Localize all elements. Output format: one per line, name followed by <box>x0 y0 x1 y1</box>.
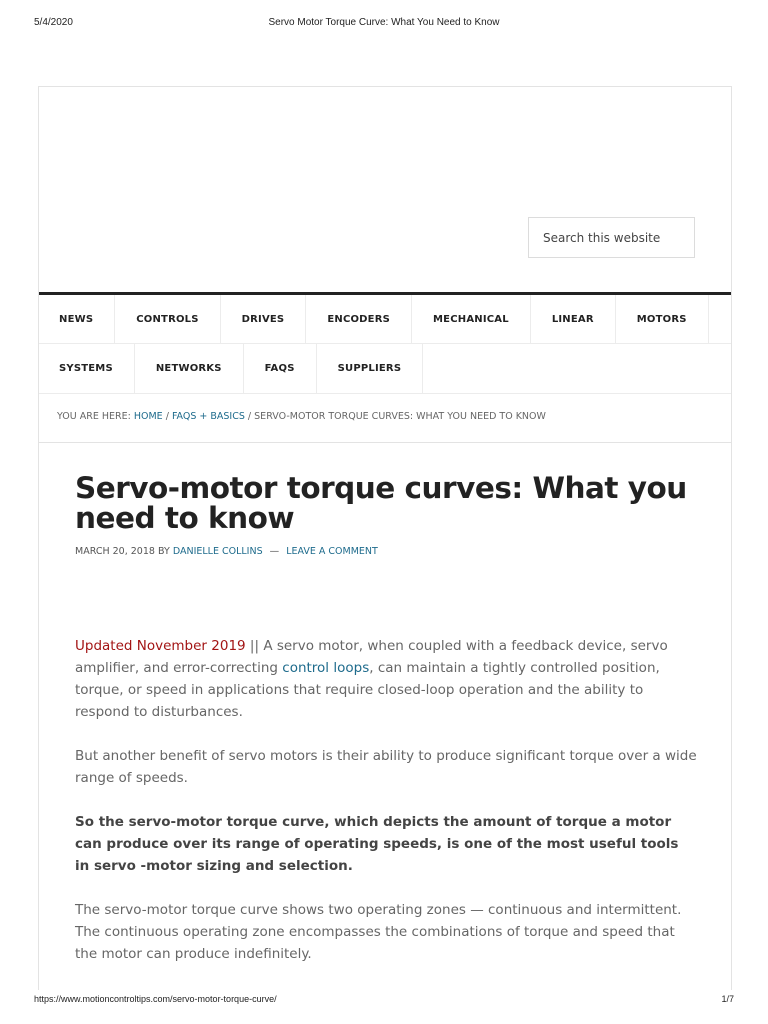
print-title: Servo Motor Torque Curve: What You Need to Know <box>268 17 500 28</box>
updated-note[interactable]: Updated November 2019 <box>75 638 246 654</box>
nav-item-faqs[interactable]: FAQS <box>244 344 317 393</box>
meta-dash: — <box>269 546 280 557</box>
primary-nav <box>38 292 732 394</box>
nav-row-2 <box>38 344 732 394</box>
article-header <box>75 473 697 557</box>
print-url: https://www.motioncontroltips.com/servo-motor-torque-curve/ <box>34 994 277 1004</box>
breadcrumb-separator: / <box>165 411 169 422</box>
control-loops-link[interactable]: control loops <box>282 660 370 676</box>
nav-item-mechanical[interactable]: MECHANICAL <box>412 295 531 343</box>
author-link[interactable]: DANIELLE COLLINS <box>172 546 263 557</box>
print-header <box>34 17 734 31</box>
page-number: 1/7 <box>721 994 734 1004</box>
paragraph-text: || A servo motor, when coupled with a feedback device, servo amplifier, and error-correcting <box>75 638 668 676</box>
nav-item-encoders[interactable]: ENCODERS <box>306 295 412 343</box>
nav-item-systems[interactable]: SYSTEMS <box>38 344 135 393</box>
search-input[interactable] <box>528 217 695 258</box>
breadcrumb-home-link[interactable]: HOME <box>133 411 163 422</box>
post-by: BY <box>157 546 170 557</box>
breadcrumb-current: SERVO-MOTOR TORQUE CURVES: WHAT YOU NEED TO KNOW <box>254 411 546 422</box>
leave-comment-link[interactable]: LEAVE A COMMENT <box>286 546 378 557</box>
breadcrumb-separator: / <box>247 411 252 422</box>
nav-item-controls[interactable]: CONTROLS <box>115 295 220 343</box>
breadcrumb <box>39 393 731 443</box>
site-frame <box>38 86 732 990</box>
article-meta <box>75 546 697 557</box>
nav-item-suppliers[interactable]: SUPPLIERS <box>317 344 424 393</box>
paragraph-intro <box>75 635 697 723</box>
paragraph-zones: The servo-motor torque curve shows two operating zones — continuous and intermittent. The continuous operating zone encompasses the combinations of torque and speed that the motor can produce indefinitely. <box>75 902 682 962</box>
print-date: 5/4/2020 <box>34 17 73 28</box>
breadcrumb-prefix: YOU ARE HERE: <box>57 411 131 422</box>
nav-item-drives[interactable]: DRIVES <box>221 295 307 343</box>
nav-item-networks[interactable]: NETWORKS <box>135 344 244 393</box>
paragraph-benefit: But another benefit of servo motors is their ability to produce significant torque over a wide range of speeds. <box>75 748 697 786</box>
post-date: MARCH 20, 2018 <box>75 546 155 557</box>
paragraph-bold: So the servo-motor torque curve, which depicts the amount of torque a motor can produce over its range of operating speeds, is one of the most useful tools in servo -motor sizing and selection. <box>75 814 679 874</box>
site-header <box>39 87 731 292</box>
article-title: Servo-motor torque curves: What you need to know <box>75 471 687 535</box>
print-footer <box>34 994 734 1008</box>
nav-item-linear[interactable]: LINEAR <box>531 295 616 343</box>
paragraph-text: , can maintain a tightly controlled position, torque, or speed in applications that require closed-loop operation and the ability to respond to disturbances. <box>75 660 660 720</box>
nav-item-motors[interactable]: MOTORS <box>616 295 709 343</box>
nav-item-news[interactable]: NEWS <box>38 295 115 343</box>
article-body <box>75 635 697 987</box>
breadcrumb-category-link[interactable]: FAQS + BASICS <box>171 411 245 422</box>
nav-row-1 <box>38 295 732 344</box>
